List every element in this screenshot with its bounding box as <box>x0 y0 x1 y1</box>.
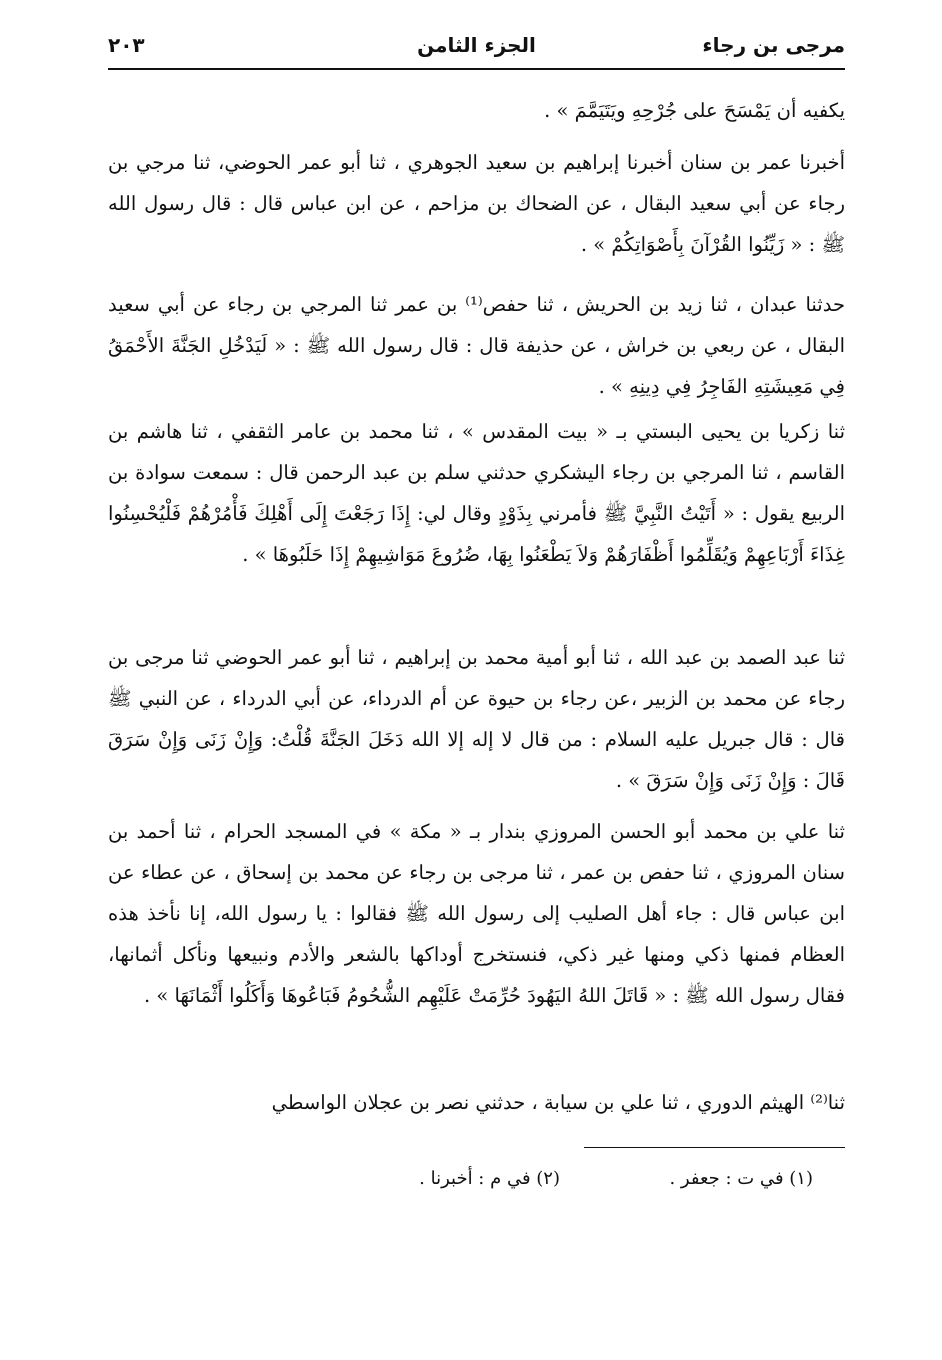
paragraph-text: ثنا علي بن محمد أبو الحسن المروزي بندار بـ « مكة » في المسجد الحرام ، ثنا أحمد بن سنان المروزي ، ثنا حفص بن عمر ، ثنا مرجى بن رجاء عن محمد بن إسحاق ، عن عطاء عن ابن عباس قال : جاء أهل الصليب إلى رسول الله ﷺ فقالوا : يا رسول الله، إنا نأخذ هذه العظام فمنها ذكي ومنها غير ذكي، فنستخرج أوداكها بالشعر والأدم ونبيعها ونأكل أثمانها، فقال رسول الله ﷺ : « قَاتَلَ اللهُ اليَهُودَ حُرِّمَتْ عَلَيْهِم الشُّحُومُ فَبَاعُوهَا وَأَكَلُوا أَثْمَانَهَا » . <box>108 820 845 1007</box>
paragraph-text: يكفيه أن يَمْسَحَ على جُرْحِهِ ويَتَيَمَّمَ » . <box>544 99 845 122</box>
page-number: ٢٠٣ <box>108 33 145 57</box>
body-paragraph <box>108 411 845 575</box>
body-paragraph <box>108 1082 845 1123</box>
header-volume-title: الجزء الثامن <box>417 33 536 57</box>
paragraph-text: ثنا⁽²⁾ الهيثم الدوري ، ثنا علي بن سيابة ، حدثني نصر بن عجلان الواسطي <box>271 1091 845 1114</box>
paragraph-text: حدثنا عبدان ، ثنا زيد بن الحريش ، ثنا حفص⁽¹⁾ بن عمر ثنا المرجي بن رجاء عن أبي سعيد البقال ، عن ربعي بن خراش ، عن حذيفة قال : قال رسول الله ﷺ : « لَيَدْخُلِ الجَنَّةَ الأَحْمَقُ فِي مَعِيشَتِهِ الفَاجِرُ فِي دِينِهِ » . <box>108 293 846 398</box>
footnote-1: (١) في ت : جعفر . <box>669 1168 813 1189</box>
paragraph-text: ثنا عبد الصمد بن عبد الله ، ثنا أبو أمية محمد بن إبراهيم ، ثنا أبو عمر الحوضي ثنا مرجى بن رجاء عن محمد بن الزبير ،عن رجاء بن حيوة عن أم الدرداء، عن أبي الدرداء ، عن النبي ﷺ قال : قال جبريل عليه السلام : من قال لا إله إلا الله دَخَلَ الجَنَّةَ قُلْتُ: وَإِنْ زَنَى وَإِنْ سَرَقَ قَالَ : وَإِنْ زَنَى وَإِنْ سَرَقَ » . <box>108 646 845 792</box>
paragraph-text: أخبرنا عمر بن سنان أخبرنا إبراهيم بن سعيد الجوهري ، ثنا أبو عمر الحوضي، ثنا مرجي بن رجاء عن أبي سعيد البقال ، عن الضحاك بن مزاحم ، عن ابن عباس قال : قال رسول الله ﷺ : « زَيِّنُوا القُرْآنَ بِأَصْوَاتِكُمْ » . <box>108 151 845 256</box>
body-paragraph <box>108 284 845 407</box>
body-paragraph <box>108 637 845 801</box>
footnote-2: (٢) في م : أخبرنا . <box>419 1168 560 1189</box>
header-divider <box>108 68 845 70</box>
header-chapter-title: مرجى بن رجاء <box>702 33 845 57</box>
paragraph-text: ثنا زكريا بن يحيى البستي بـ « بيت المقدس » ، ثنا محمد بن عامر الثقفي ، ثنا هاشم بن القاسم ، ثنا المرجي بن رجاء اليشكري حدثني سلم بن عبد الرحمن قال : سمعت سوادة بن الربيع يقول : « أَتَيْتُ النَّبِيَّ ﷺ فأمرني بِذَوْدٍ وقال لي: إِذَا رَجَعْتَ إِلَى أَهْلِكَ فَأْمُرْهُمْ فَلْيُحْسِنُوا غِذَاءَ أَرْبَاعِهِمْ وَيُقَلِّمُوا أَظْفَارَهُمْ وَلاَ يَطْعَنُوا بِهَا، ضُرُوعَ مَوَاشِيهِمْ إِذَا حَلَبُوهَا » . <box>108 420 845 566</box>
body-paragraph <box>108 811 845 1016</box>
body-paragraph <box>108 142 845 265</box>
footnote-divider <box>584 1147 845 1148</box>
footnotes <box>108 1162 845 1202</box>
running-header <box>108 26 845 66</box>
body-paragraph <box>108 90 845 131</box>
